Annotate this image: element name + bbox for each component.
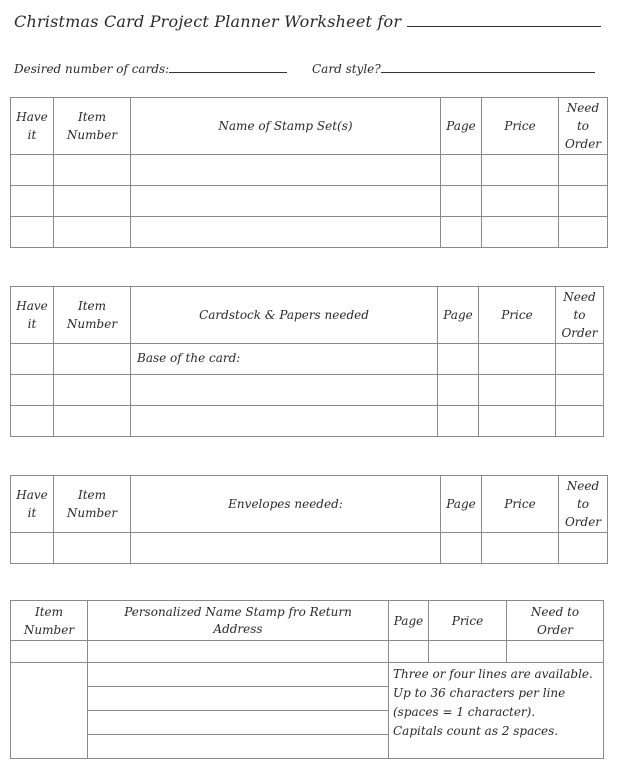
table-row[interactable] bbox=[11, 186, 608, 217]
envelopes-table bbox=[10, 475, 608, 564]
have-it-header: Have it bbox=[11, 476, 54, 533]
page-header: Page bbox=[441, 98, 482, 155]
desired-cards-blank[interactable] bbox=[169, 72, 287, 73]
desired-cards-field: Desired number of cards: bbox=[14, 62, 287, 76]
address-line-3[interactable] bbox=[88, 711, 389, 735]
table-row[interactable] bbox=[11, 217, 608, 248]
item-number-header: Item Number bbox=[54, 287, 131, 344]
cardstock-table bbox=[10, 286, 604, 437]
need-to-order-header: Need to Order bbox=[559, 98, 608, 155]
card-style-field: Card style? bbox=[312, 62, 595, 76]
price-header: Price bbox=[482, 476, 559, 533]
have-it-header: Have it bbox=[11, 98, 54, 155]
page-header: Page bbox=[389, 601, 429, 641]
table-row[interactable] bbox=[11, 533, 608, 564]
address-line-2[interactable] bbox=[88, 687, 389, 711]
item-number-header: Item Number bbox=[11, 601, 88, 641]
base-of-card-label: Base of the card: bbox=[131, 344, 438, 375]
table-row[interactable] bbox=[11, 663, 604, 687]
page-header: Page bbox=[438, 287, 479, 344]
card-style-blank[interactable] bbox=[381, 72, 595, 73]
address-note: Three or four lines are available. Up to 36 characters per line (spaces = 1 character). Capitals count as 2 spaces. bbox=[389, 663, 604, 759]
need-to-order-header: Need to Order bbox=[559, 476, 608, 533]
worksheet-title: Christmas Card Project Planner Worksheet for bbox=[14, 12, 601, 31]
price-header: Price bbox=[429, 601, 507, 641]
recipient-blank[interactable] bbox=[407, 26, 601, 27]
table-row[interactable] bbox=[11, 344, 604, 375]
table-row[interactable] bbox=[11, 155, 608, 186]
page-header: Page bbox=[441, 476, 482, 533]
item-number-header: Item Number bbox=[54, 98, 131, 155]
address-line-1[interactable] bbox=[88, 663, 389, 687]
have-it-header: Have it bbox=[11, 287, 54, 344]
table-row[interactable] bbox=[11, 641, 604, 663]
need-to-order-header: Need to Order bbox=[556, 287, 604, 344]
address-line-4[interactable] bbox=[88, 735, 389, 759]
cardstock-header: Cardstock & Papers needed bbox=[131, 287, 438, 344]
stamp-set-name-header: Name of Stamp Set(s) bbox=[131, 98, 441, 155]
envelopes-header: Envelopes needed: bbox=[131, 476, 441, 533]
item-number-header: Item Number bbox=[54, 476, 131, 533]
need-to-order-header: Need to Order bbox=[507, 601, 604, 641]
price-header: Price bbox=[479, 287, 556, 344]
price-header: Price bbox=[482, 98, 559, 155]
table-row[interactable] bbox=[11, 406, 604, 437]
name-stamp-header: Personalized Name Stamp fro Return Address bbox=[88, 601, 389, 641]
stamp-set-table bbox=[10, 97, 608, 248]
table-row[interactable] bbox=[11, 375, 604, 406]
name-stamp-table bbox=[10, 600, 604, 759]
